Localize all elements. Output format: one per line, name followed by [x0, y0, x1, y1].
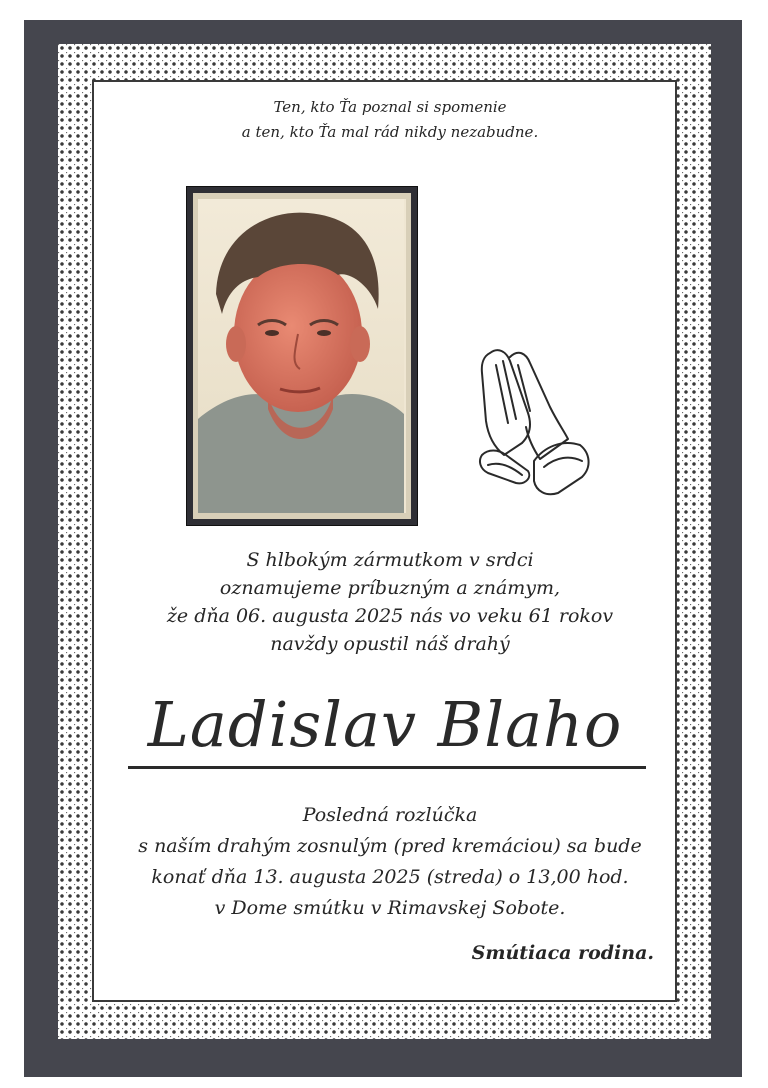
portrait-frame — [186, 186, 418, 526]
farewell-details — [130, 800, 650, 924]
deceased-name: Ladislav Blaho — [147, 688, 623, 761]
motto-line: a ten, kto Ťa mal rád nikdy nezabudne. — [241, 123, 539, 141]
motto — [180, 95, 600, 145]
portrait-mat — [193, 193, 411, 519]
portrait-photo — [198, 199, 406, 513]
farewell-line: v Dome smútku v Rimavskej Sobote. — [214, 897, 566, 919]
signature: Smútiaca rodina. — [471, 942, 654, 964]
announcement-line: že dňa 06. augusta 2025 nás vo veku 61 rokov — [166, 605, 614, 627]
portrait-illustration — [198, 199, 404, 513]
farewell-line: s naším drahým zosnulým (pred kremáciou) sa bude — [138, 835, 642, 857]
farewell-line: konať dňa 13. augusta 2025 (streda) o 13,00 hod. — [151, 866, 629, 888]
announcement-line: navždy opustil náš drahý — [270, 633, 510, 655]
name-underline — [128, 766, 646, 769]
motto-line: Ten, kto Ťa poznal si spomenie — [273, 98, 507, 116]
announcement-line: S hlbokým zármutkom v srdci — [246, 549, 534, 571]
farewell-line: Posledná rozlúčka — [302, 804, 478, 826]
announcement-line: oznamujeme príbuzným a známym, — [219, 577, 561, 599]
announcement — [140, 546, 640, 658]
praying-hands-icon — [470, 343, 595, 498]
